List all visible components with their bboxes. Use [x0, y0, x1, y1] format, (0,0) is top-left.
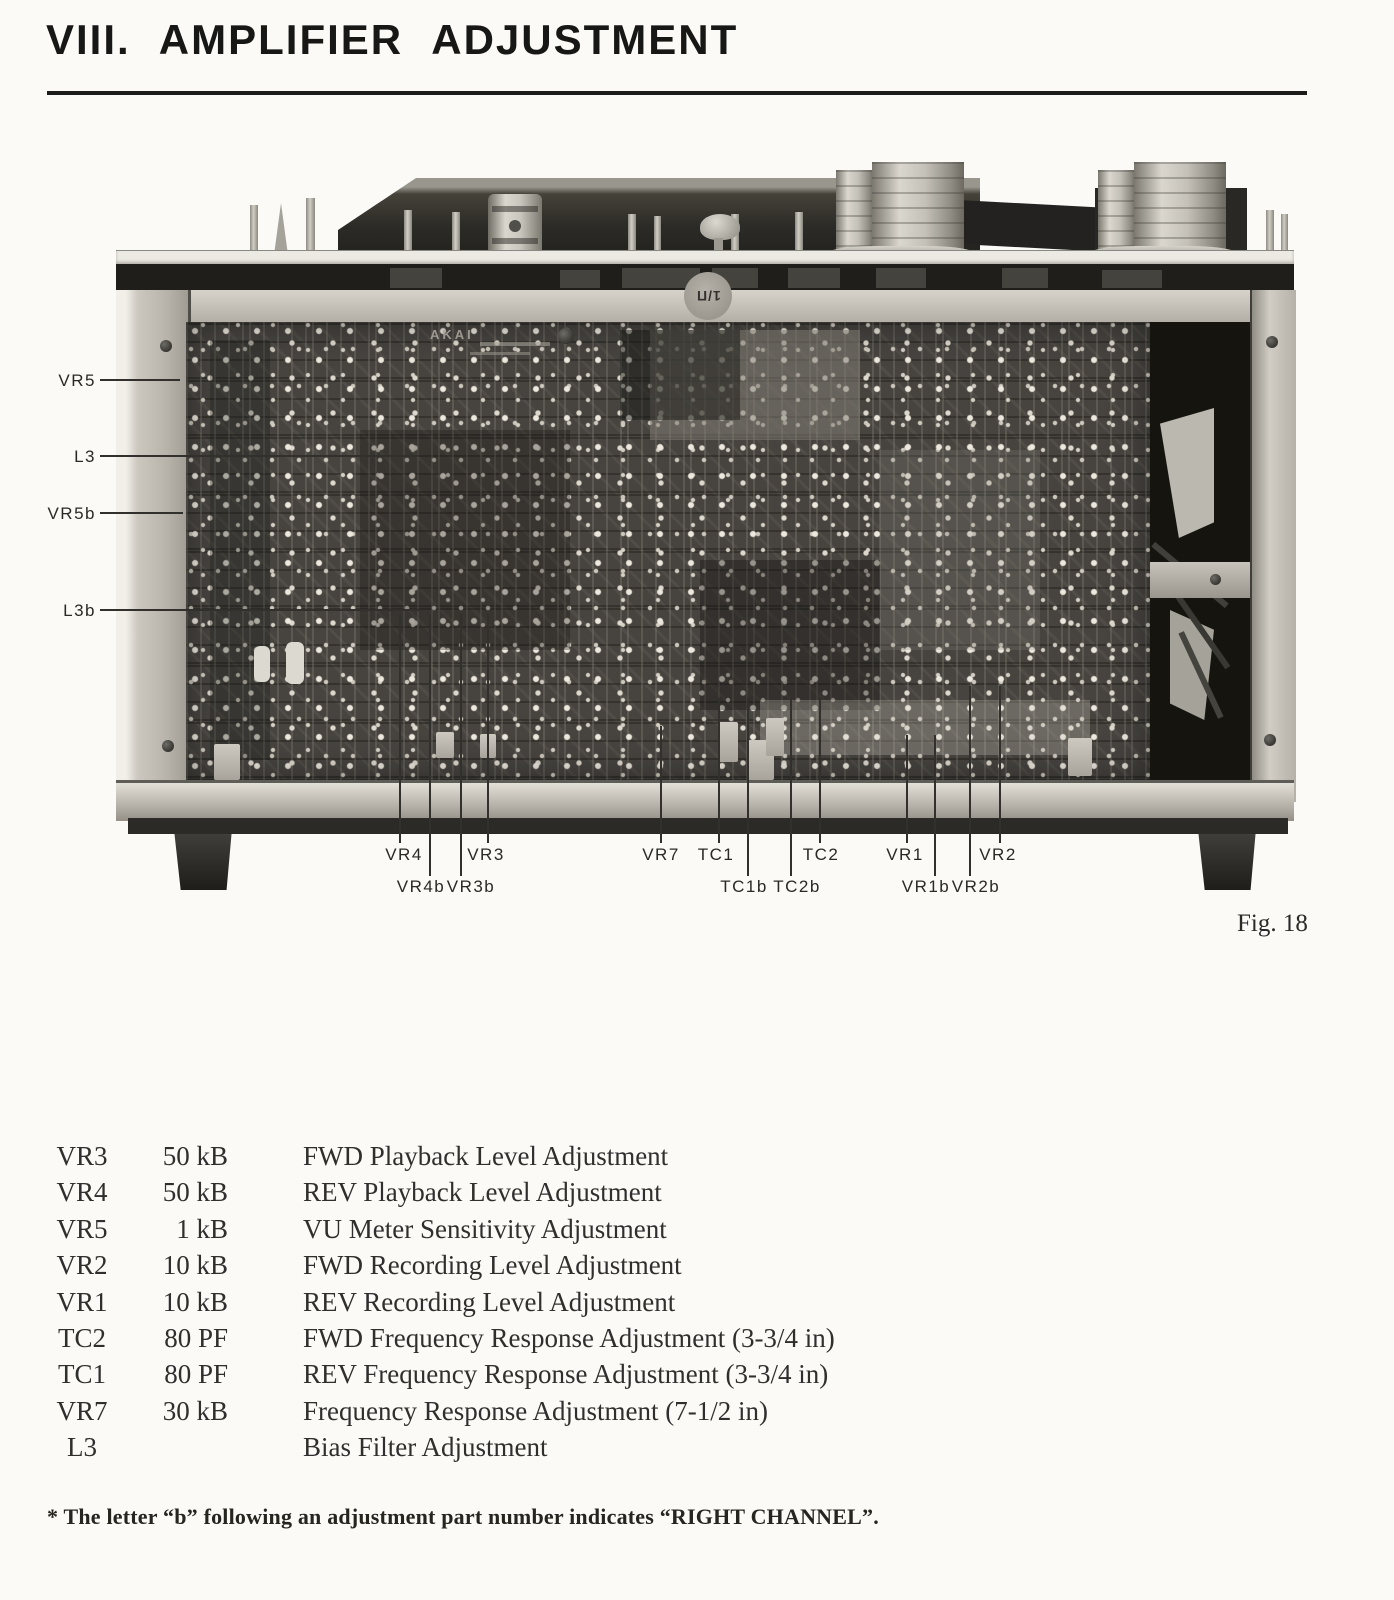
capacitor	[286, 642, 304, 684]
part-description: VU Meter Sensitivity Adjustment	[303, 1213, 667, 1244]
callout-vr5b: VR5b	[47, 504, 96, 523]
adjustment-table	[53, 1141, 835, 1469]
chassis-cone	[274, 203, 288, 255]
rubber-foot	[1196, 834, 1258, 890]
section-title: VIII. AMPLIFIER ADJUSTMENT	[46, 16, 739, 63]
flywheel-cylinder	[836, 170, 874, 254]
callout-vr3: VR3	[467, 845, 505, 864]
callout-vr3b-line	[460, 614, 462, 876]
capacitor	[254, 646, 270, 682]
frame-screw	[162, 740, 174, 752]
callout-vr2b-line	[969, 686, 971, 876]
trimmer	[436, 732, 454, 758]
trimmer	[718, 722, 738, 762]
table-row	[53, 1250, 835, 1286]
callout-l3: L3	[74, 447, 96, 466]
callout-tc2b: TC2b	[773, 877, 821, 896]
dome-knob	[700, 214, 740, 240]
band-block	[560, 270, 600, 288]
callout-l3b: L3b	[63, 601, 96, 620]
part-description: Frequency Response Adjustment (7-1/2 in)	[303, 1395, 768, 1426]
chassis-pin	[250, 205, 258, 255]
interior-highlight	[1170, 610, 1214, 720]
band-block	[788, 268, 840, 288]
callout-vr1b: VR1b	[901, 877, 951, 896]
part-description: FWD Frequency Response Adjustment (3-3/4 in)	[303, 1322, 835, 1353]
part-description: FWD Playback Level Adjustment	[303, 1141, 669, 1171]
part-value: 10 kB	[162, 1250, 228, 1281]
callout-tc2: TC2	[802, 845, 840, 864]
table-row	[53, 1177, 835, 1213]
pcb-patch	[360, 430, 570, 650]
mount-tab	[1068, 738, 1092, 776]
part-number: VR1	[56, 1286, 108, 1317]
callout-vr7-line	[660, 726, 662, 843]
rubber-foot	[172, 834, 234, 890]
part-description: FWD Recording Level Adjustment	[303, 1250, 682, 1281]
callout-vr2-line	[999, 686, 1001, 843]
callout-tc1-line	[718, 698, 720, 843]
bracket-screw	[1210, 574, 1221, 585]
part-number: VR2	[56, 1250, 108, 1281]
part-number: L3	[67, 1432, 97, 1463]
callout-vr3b: VR3b	[446, 877, 496, 896]
table-row	[53, 1359, 835, 1395]
bottom-shadow-strip	[128, 818, 1288, 834]
capstan-groove	[492, 206, 538, 212]
callout-vr4-line	[399, 614, 401, 843]
table-row	[53, 1432, 835, 1468]
pcb-silkscreen-line	[480, 342, 550, 346]
chassis-pin	[1281, 214, 1288, 254]
callout-vr5: VR5	[58, 371, 96, 390]
pcb-patch	[210, 340, 270, 760]
part-value: 30 kB	[162, 1395, 228, 1426]
right-rail	[1250, 290, 1296, 802]
callout-tc1b-line	[747, 698, 749, 876]
band-block	[390, 268, 442, 288]
callout-vr4b-line	[429, 614, 431, 876]
part-number: VR7	[56, 1395, 108, 1426]
table-row	[53, 1214, 835, 1250]
callout-tc1b: TC1b	[720, 877, 768, 896]
callout-vr2: VR2	[979, 845, 1017, 864]
part-value: 50 kB	[162, 1141, 228, 1171]
table-row	[53, 1396, 835, 1432]
pcb-patch	[620, 330, 740, 420]
part-value: 1 kB	[176, 1213, 228, 1244]
table-row	[53, 1141, 835, 1177]
part-value: 80 PF	[164, 1322, 228, 1353]
part-number: TC1	[57, 1359, 106, 1390]
figure-caption: Fig. 18	[1237, 910, 1308, 937]
frame-screw	[1266, 336, 1278, 348]
pcb-patch	[700, 560, 880, 710]
callout-vr4: VR4	[385, 845, 423, 864]
trimmer	[766, 718, 784, 756]
callout-vr3-line	[487, 614, 489, 843]
frame-screw	[1264, 734, 1276, 746]
flywheel-cylinder	[1134, 162, 1226, 256]
callout-l3b-line	[100, 609, 420, 611]
table-row	[53, 1323, 835, 1359]
callout-tc2-line	[819, 698, 821, 843]
capstan-groove	[492, 238, 538, 244]
pcb-patch	[760, 700, 1090, 755]
flywheel-cylinder	[872, 162, 964, 256]
band-block	[1002, 268, 1048, 288]
amplifier-pcb	[186, 322, 1150, 780]
bottom-rail	[116, 780, 1294, 821]
callout-vr7: VR7	[642, 845, 680, 864]
part-number: VR3	[56, 1141, 108, 1171]
flywheel-cylinder	[1098, 170, 1136, 254]
pcb-patch	[880, 450, 1040, 650]
callout-tc1: TC1	[697, 845, 735, 864]
chassis-pin	[306, 198, 315, 255]
callout-vr5b-line	[100, 512, 183, 514]
capstan-hole	[509, 220, 521, 232]
callout-tc2b-line	[790, 698, 792, 876]
part-description: REV Recording Level Adjustment	[303, 1286, 676, 1317]
callout-vr5-line	[100, 379, 180, 381]
top-plate-edge	[116, 250, 1294, 265]
track-sticker-label: 1/Π	[695, 288, 721, 304]
pcb-brand-text: AKAI	[430, 327, 474, 342]
interior-highlight	[1160, 408, 1214, 538]
callout-vr1: VR1	[886, 845, 924, 864]
deck-crossbar	[958, 200, 1110, 252]
mount-tab	[214, 744, 240, 780]
right-interior	[1148, 322, 1250, 780]
pcb-screw	[558, 328, 574, 344]
callout-vr1-line	[906, 735, 908, 843]
pcb-silkscreen-line	[470, 352, 530, 355]
callout-vr4b: VR4b	[396, 877, 446, 896]
left-rail	[116, 290, 191, 802]
part-description: Bias Filter Adjustment	[303, 1432, 548, 1463]
callout-vr1b-line	[934, 735, 936, 876]
part-value: 50 kB	[162, 1177, 228, 1208]
part-value: 10 kB	[162, 1286, 228, 1317]
interior-bracket	[1148, 562, 1250, 598]
band-block	[1102, 270, 1162, 288]
part-number: TC2	[57, 1322, 106, 1353]
part-number: VR5	[56, 1213, 108, 1244]
band-block	[876, 268, 926, 288]
frame-screw	[160, 340, 172, 352]
part-description: REV Playback Level Adjustment	[303, 1177, 662, 1208]
part-description: REV Frequency Response Adjustment (3-3/4 in)	[303, 1359, 829, 1390]
track-sticker	[684, 272, 732, 320]
part-number: VR4	[56, 1177, 108, 1208]
footnote: * The letter “b” following an adjustment part number indicates “RIGHT CHANNEL”.	[47, 1504, 879, 1529]
callout-l3-line	[100, 455, 420, 457]
table-row	[53, 1287, 835, 1323]
part-value: 80 PF	[164, 1359, 228, 1390]
callout-vr2b: VR2b	[951, 877, 1001, 896]
